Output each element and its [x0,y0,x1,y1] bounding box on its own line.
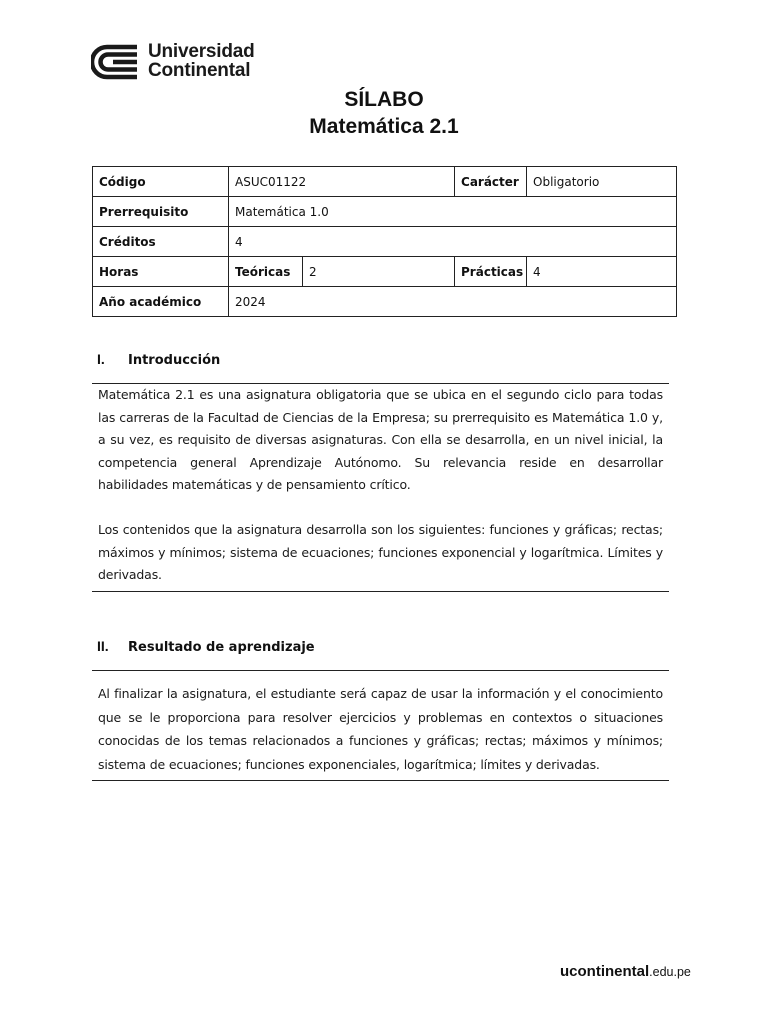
continental-emblem-icon [91,44,139,80]
table-row [93,227,677,257]
footer-website [560,963,691,981]
creditos-label: Créditos [93,227,229,257]
codigo-label: Código [93,167,229,197]
codigo-value: ASUC01122 [229,167,455,197]
section-heading-resultado [97,638,315,655]
document-title [0,86,768,140]
title-line-2: Matemática 2.1 [309,115,459,138]
footer-tld: .edu.pe [649,965,691,979]
university-name [148,42,255,80]
title-line-1: SÍLABO [344,88,424,111]
horas-label: Horas [93,257,229,287]
introduccion-paragraph-2: Los contenidos que la asignatura desarrolla son los siguientes: funciones y gráficas; rectas; máximos y mínimos; sistema de ecuaciones; funciones exponencial y logarítmica. Límites y derivadas. [98,521,663,583]
prerrequisito-value: Matemática 1.0 [229,197,677,227]
resultado-box [92,670,669,781]
teoricas-label: Teóricas [229,257,303,287]
university-name-line1: Universidad [148,41,255,62]
university-name-line2: Continental [148,60,251,81]
creditos-value: 4 [229,227,677,257]
table-row [93,287,677,317]
section-heading-introduccion [97,351,220,368]
anio-academico-value: 2024 [229,287,677,317]
caracter-label: Carácter [455,167,527,197]
section-number: I. [97,351,105,367]
section-title: Introducción [128,353,221,368]
course-info-table [92,166,677,317]
section-number: II. [97,638,109,654]
prerrequisito-label: Prerrequisito [93,197,229,227]
practicas-label: Prácticas [455,257,527,287]
introduccion-box [92,383,669,592]
table-row [93,257,677,287]
teoricas-value: 2 [303,257,455,287]
caracter-value: Obligatorio [527,167,677,197]
practicas-value: 4 [527,257,677,287]
introduccion-paragraph-1: Matemática 2.1 es una asignatura obligatoria que se ubica en el segundo ciclo para todas las carreras de la Facultad de Ciencias de la Empresa; su prerrequisito es Matemática 1.0 y, a su vez, es requisito de diversas asignaturas. Con ella se desarrolla, en un nivel inicial, la competencia general Aprendizaje Autónomo. Su relevancia reside en desarrollar habilidades matemáticas y de pensamiento crítico. [98,387,663,493]
footer-domain: ucontinental [560,963,650,980]
table-row [93,167,677,197]
anio-academico-label: Año académico [93,287,229,317]
resultado-paragraph: Al finalizar la asignatura, el estudiante será capaz de usar la información y el conocimiento que se le proporciona para resolver ejercicios y problemas en contextos o situaciones conocidas de los temas relacionados a funciones y gráficas; rectas; máximos y mínimos; sistema de ecuaciones; funciones exponenciales, logarítmica; límites y derivadas. [98,686,663,772]
section-title: Resultado de aprendizaje [128,640,315,655]
table-row [93,197,677,227]
